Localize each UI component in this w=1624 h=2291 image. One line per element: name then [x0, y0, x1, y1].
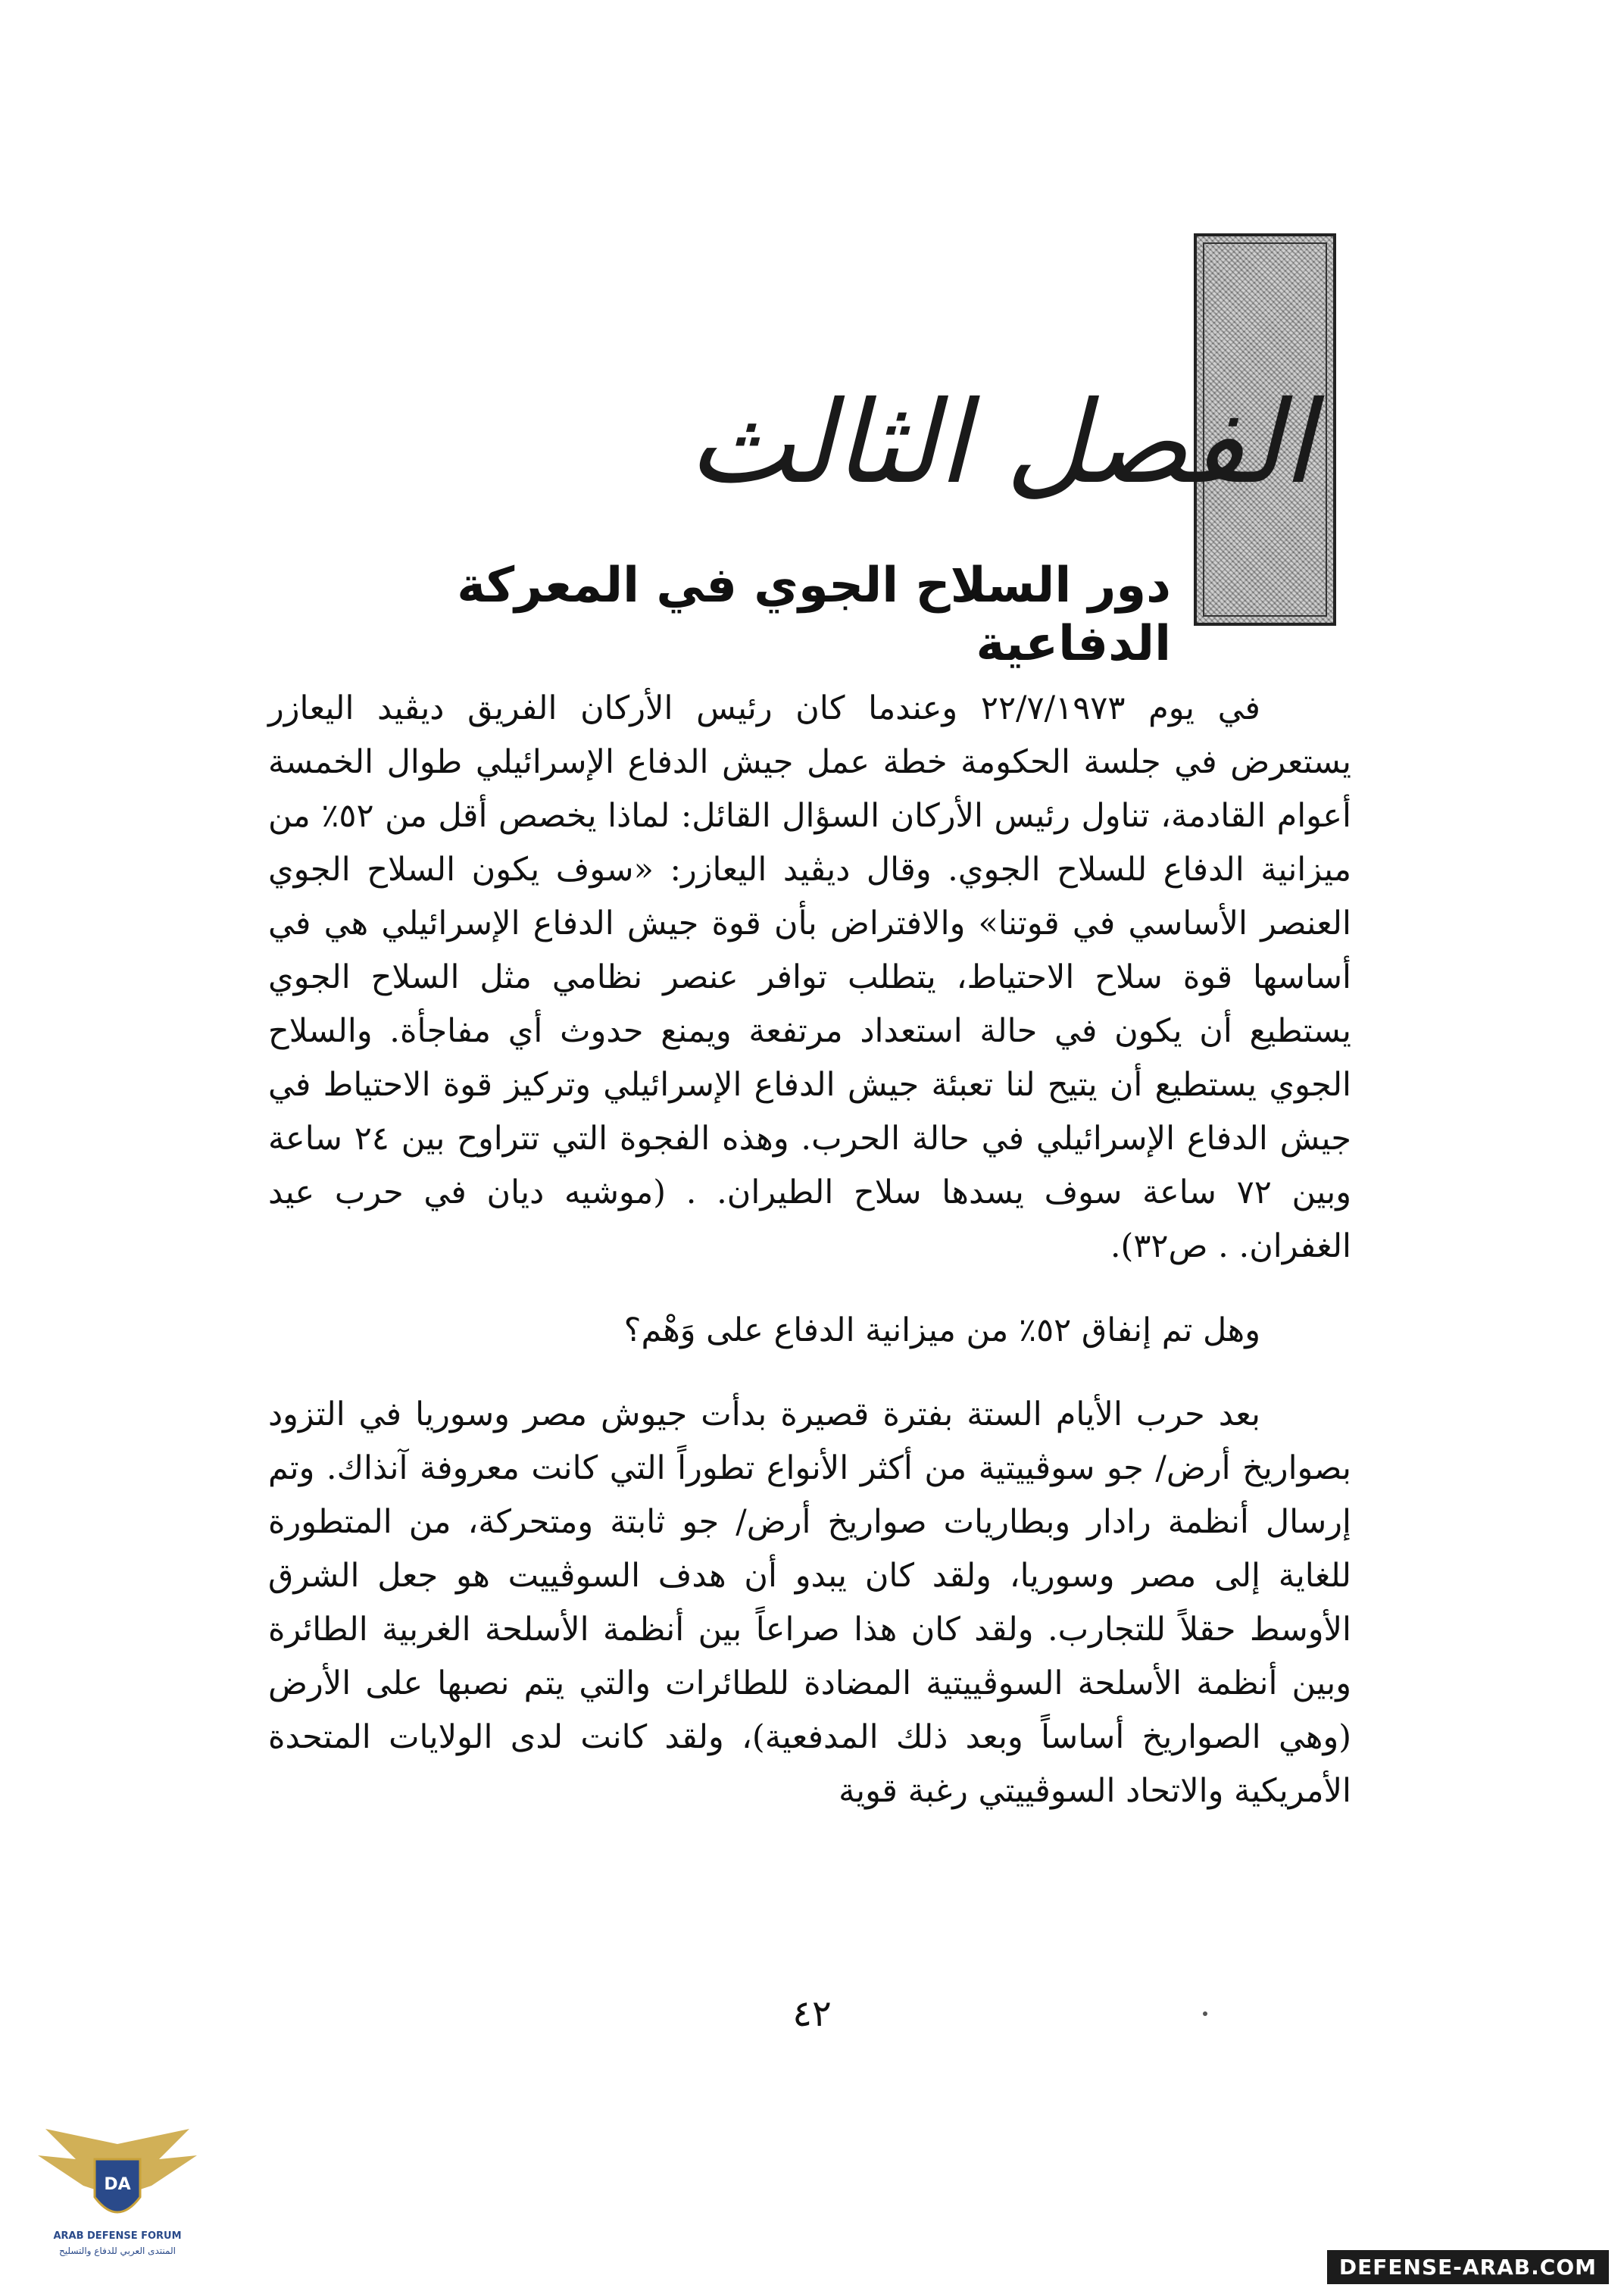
body-text [268, 682, 1351, 1849]
logo-caption-bottom: المنتدى العربي للدفاع والتسليح [59, 2246, 176, 2256]
forum-logo [30, 2114, 205, 2265]
paragraph-2: وهل تم إنفاق ٥٢٪ من ميزانية الدفاع على وَهْم؟ [623, 1311, 1260, 1349]
logo-caption-top: ARAB DEFENSE FORUM [53, 2230, 182, 2242]
chapter-title: دور السلاح الجوي في المعركة الدفاعية [457, 558, 1171, 672]
site-watermark: DEFENSE-ARAB.COM [1327, 2250, 1609, 2284]
forum-logo-icon [30, 2114, 205, 2265]
logo-initials: DA [104, 2175, 131, 2194]
page-number: ٤٢ [792, 1993, 832, 2035]
paragraph-3: بعد حرب الأيام الستة بفترة قصيرة بدأت جيوش مصر وسوريا في التزود بصواريخ أرض/ جو سوڤييتية من أكثر الأنواع تطوراً التي كانت معروفة آنذاك. وتم إرسال أنظمة رادار وبطاريات صواريخ أرض/ جو ثابتة ومتحركة، من المتطورة للغاية إلى مصر وسوريا، ولقد كان يبدو أن هدف السوڤييت هو جعل الشرق الأوسط حقلاً للتجارب. ولقد كان هذا صراعاً بين أنظمة الأسلحة الغربية الطائرة وبين أنظمة الأسلحة السوڤييتية المضادة للطائرات والتي يتم نصبها على الأرض (وهي الصواريخ أساساً وبعد ذلك المدفعية)، ولقد كانت لدى الولايات المتحدة الأمريكية والاتحاد السوڤييتي رغبة قوية [268, 1396, 1351, 1810]
chapter-label: الفصل الثالث [688, 377, 1313, 509]
paragraph-1: في يوم ٢٢/٧/١٩٧٣ وعندما كان رئيس الأركان الفريق ديڤيد اليعازر يستعرض في جلسة الحكومة خطة عمل جيش الدفاع الإسرائيلي طوال الخمسة أعوام القادمة، تناول رئيس الأركان السؤال القائل: لماذا يخصص أقل من ٥٢٪ من ميزانية الدفاع للسلاح الجوي. وقال ديڤيد اليعازر: «سوف يكون السلاح الجوي العنصر الأساسي في قوتنا» والافتراض بأن قوة جيش الدفاع الإسرائيلي هي في أساسها قوة سلاح الاحتياط، يتطلب توافر عنصر نظامي مثل السلاح الجوي يستطيع أن يكون في حالة استعداد مرتفعة ويمنع حدوث أي مفاجأة. والسلاح الجوي يستطيع أن يتيح لنا تعبئة جيش الدفاع الإسرائيلي وتركيز قوة الاحتياط في جيش الدفاع الإسرائيلي في حالة الحرب. وهذه الفجوة التي تتراوح بين ٢٤ ساعة وبين ٧٢ ساعة سوف يسدها سلاح الطيران. . (موشيه ديان في حرب عيد الغفران. . ص٣٢). [268, 689, 1351, 1265]
